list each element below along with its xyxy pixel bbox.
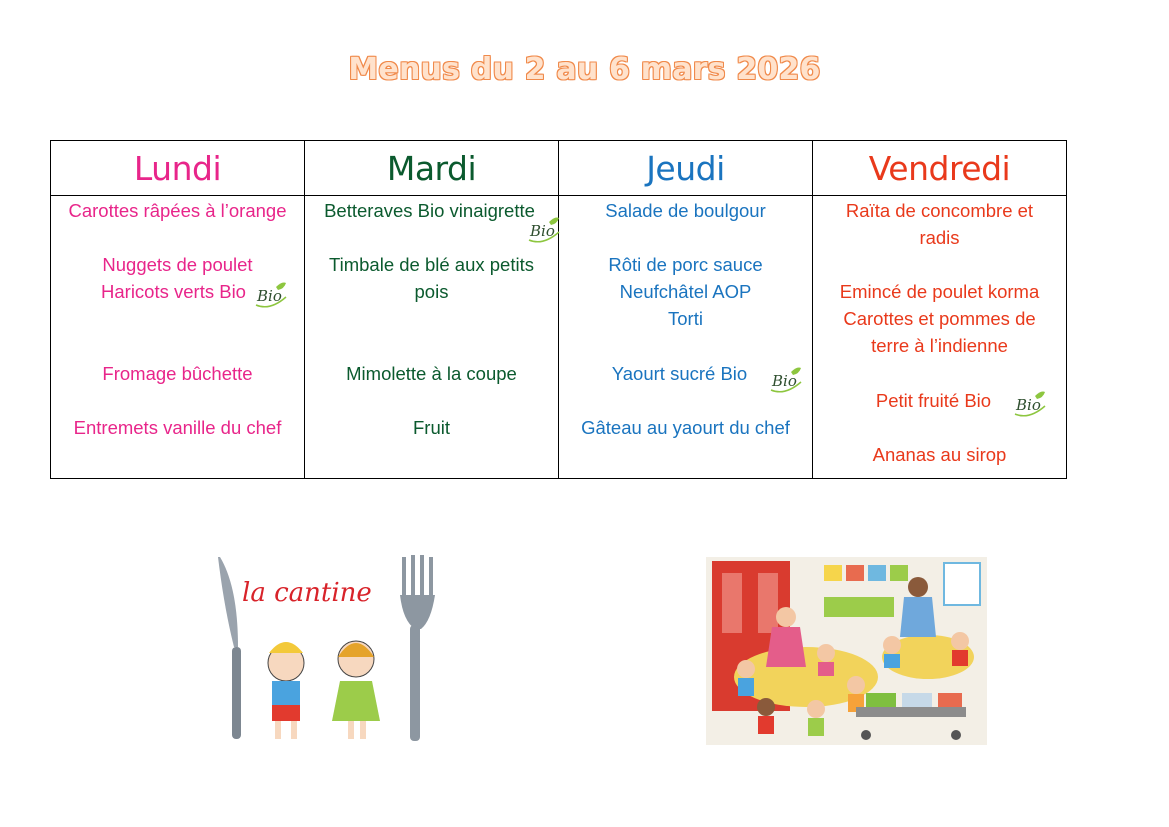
day-cell-mardi	[305, 196, 559, 479]
menu-item: Entremets vanille du chef	[73, 417, 282, 438]
menu-item: Yaourt sucré Bio	[611, 363, 748, 384]
menu-item: Emincé de poulet korma	[839, 281, 1040, 302]
bio-logo-icon	[1013, 390, 1047, 418]
page-title: Menus du 2 au 6 mars 2026	[348, 52, 821, 87]
day-header-vendredi: Vendredi	[813, 141, 1067, 196]
menu-item: pois	[414, 281, 449, 302]
day-cell-jeudi	[559, 196, 813, 479]
menu-item: Betteraves Bio vinaigrette	[324, 200, 535, 221]
menu-item: Rôti de porc sauce	[608, 254, 763, 275]
day-cell-vendredi	[813, 196, 1067, 479]
knife-icon	[218, 557, 238, 647]
menu-item: Petit fruité Bio	[875, 390, 992, 411]
la-cantine-illustration	[214, 553, 446, 745]
menu-item: Fruit	[413, 417, 450, 438]
girl-figure	[332, 641, 380, 739]
svg-text:Bio: Bio	[1016, 396, 1041, 414]
menu-item: terre à l’indienne	[871, 335, 1008, 356]
day-header-mardi: Mardi	[305, 141, 559, 196]
bio-logo-icon	[769, 366, 803, 394]
fork-icon	[400, 555, 435, 741]
svg-text:la cantine: la cantine	[242, 578, 372, 608]
menu-item: Gâteau au yaourt du chef	[581, 417, 790, 438]
day-header-jeudi: Jeudi	[559, 141, 813, 196]
menu-item: Salade de boulgour	[605, 200, 766, 221]
svg-text:Bio: Bio	[257, 287, 282, 305]
menu-item: Ananas au sirop	[872, 444, 1007, 465]
menu-item: Raïta de concombre et	[845, 200, 1034, 221]
bio-logo-icon	[254, 281, 288, 309]
menu-item: Torti	[668, 308, 703, 329]
day-header-lundi: Lundi	[51, 141, 305, 196]
trolley-icon	[856, 707, 966, 717]
svg-text:Bio: Bio	[772, 372, 797, 390]
menu-item: Carottes râpées à l’orange	[68, 200, 287, 221]
canteen-scene-illustration	[706, 557, 987, 745]
menu-item: Haricots verts Bio	[101, 281, 246, 302]
menu-item: Nuggets de poulet	[102, 254, 253, 275]
menu-item: Fromage bûchette	[102, 363, 253, 384]
menu-item: Timbale de blé aux petits	[329, 254, 534, 275]
boy-figure	[268, 642, 304, 739]
menu-table	[50, 140, 1067, 479]
svg-text:Bio: Bio	[530, 222, 555, 240]
menu-item: Mimolette à la coupe	[346, 363, 517, 384]
menu-item: Carottes et pommes de	[843, 308, 1036, 329]
menu-item: Neufchâtel AOP	[619, 281, 752, 302]
day-cell-lundi	[51, 196, 305, 479]
bio-logo-icon	[527, 216, 561, 244]
menu-item: radis	[919, 227, 960, 248]
